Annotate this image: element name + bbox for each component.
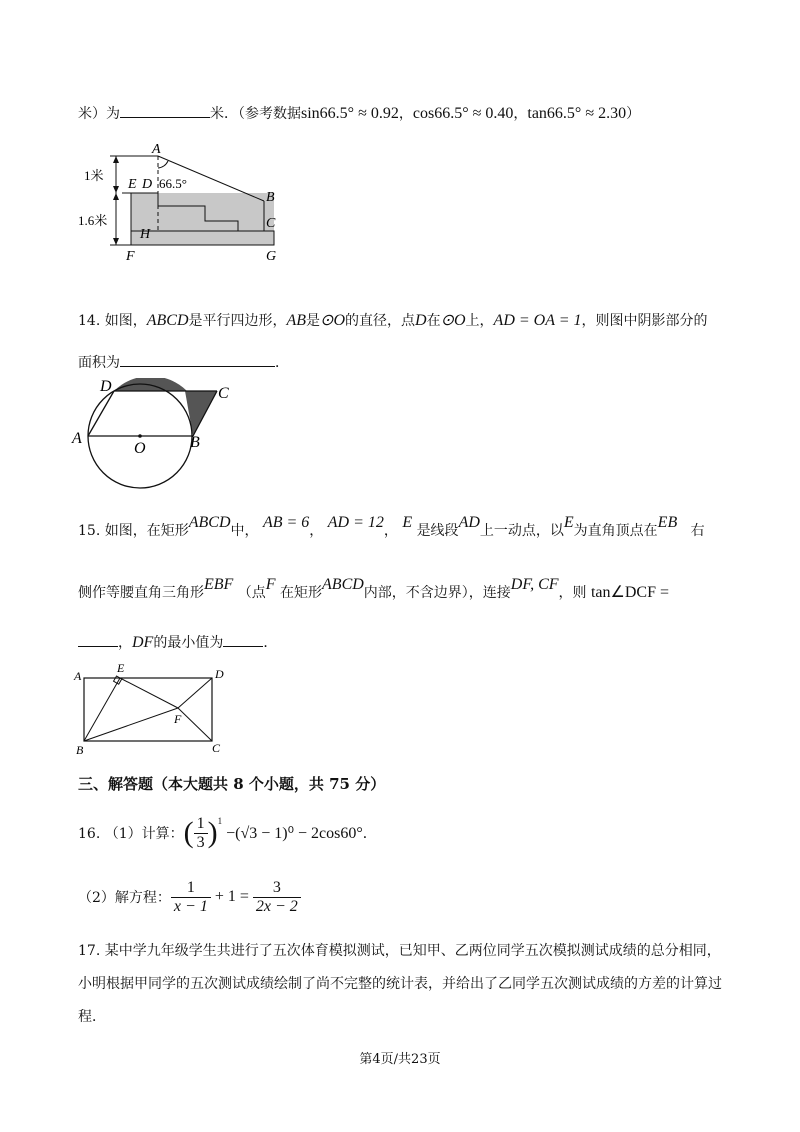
t: 中，	[230, 523, 259, 539]
t: 的直径，点	[345, 313, 416, 329]
t: ，	[309, 523, 324, 539]
m: E	[563, 514, 574, 531]
t: ，则	[558, 585, 587, 601]
label-1m: 1米	[84, 168, 104, 183]
label-1-6m: 1.6米	[78, 213, 108, 228]
q14-blank	[120, 352, 275, 367]
plus: + 1 =	[214, 888, 249, 905]
label-E: E	[128, 177, 137, 192]
m: AD = OA = 1	[493, 312, 582, 329]
t: ．	[263, 635, 278, 651]
label-A: A	[152, 142, 161, 157]
t: 为直角顶点在	[573, 523, 658, 539]
line-BE	[84, 678, 120, 741]
center-dot	[138, 434, 142, 438]
m: E	[402, 514, 413, 531]
q13-sin: sin66.5° ≈ 0.92	[301, 105, 399, 122]
q15-line1	[78, 514, 705, 540]
num: 1	[171, 879, 211, 898]
t: 的最小值为	[153, 635, 224, 651]
den: x − 1	[173, 897, 208, 915]
arrow	[113, 193, 119, 200]
t: 上一动点，以	[479, 523, 564, 539]
m: EBF	[204, 576, 234, 593]
label-D: D	[142, 177, 153, 192]
den: 3	[196, 833, 205, 851]
label-C: C	[266, 216, 276, 231]
line-DF	[178, 678, 212, 708]
section-heading: 三、解答题（本大题共 8 个小题，共 75 分）	[78, 775, 386, 793]
blank	[78, 632, 118, 647]
q13-tan: tan66.5° ≈ 2.30	[527, 105, 627, 122]
q13-prefix: 米）为	[78, 106, 120, 122]
t: 是	[306, 313, 321, 329]
m: ABCD	[322, 576, 364, 593]
m: AB = 6	[262, 514, 310, 531]
t: ．	[275, 355, 289, 371]
q17-line2: 小明根据甲同学的五次测试成绩绘制了尚不完整的统计表，并给出了乙同学五次测试成绩的方差的计算过	[78, 976, 722, 992]
exp: 1	[217, 816, 223, 826]
t: 15. 如图，在矩形	[78, 523, 189, 539]
t: 16. （1）计算：	[78, 826, 184, 842]
arrow	[113, 238, 119, 245]
t: ，	[118, 635, 132, 651]
m: AD	[458, 514, 480, 531]
q13-cos: cos66.5° ≈ 0.40	[412, 105, 514, 122]
label-F: F	[174, 712, 182, 726]
page-footer: 第4页/共23页	[359, 1052, 441, 1067]
q15-line3	[78, 632, 277, 652]
q13-line	[78, 103, 640, 123]
paren-left: (	[183, 816, 194, 849]
q14-line1	[78, 310, 708, 330]
line-BF	[84, 708, 178, 741]
q17-line1: 17. 某中学九年级学生共进行了五次体育模拟测试，已知甲、乙两位同学五次模拟测试成绩的总分相同，	[78, 943, 721, 959]
num: 3	[253, 879, 301, 898]
m: AB	[286, 312, 307, 329]
expr: −(√3 − 1)⁰ − 2cos60°	[226, 825, 363, 842]
q15-figure	[70, 660, 240, 760]
m: F	[265, 576, 276, 593]
line-AD	[88, 391, 114, 436]
label-B: B	[76, 743, 84, 757]
t: ，则图中阴影部分的	[581, 313, 708, 329]
m: DF	[132, 634, 154, 651]
sep: ，	[398, 106, 413, 122]
t: 上，	[465, 313, 494, 329]
q13-figure	[78, 138, 298, 268]
q14-figure	[70, 378, 240, 498]
m: ABCD	[146, 312, 189, 329]
num: 1	[194, 815, 208, 834]
label-D: D	[100, 378, 112, 395]
t: 内部，不含边界），连接	[363, 585, 511, 601]
q13-close: ）	[626, 106, 641, 122]
angle-arc	[158, 161, 168, 168]
label-A: A	[74, 669, 82, 683]
den: 2x − 2	[255, 897, 298, 915]
t: 面积为	[78, 355, 120, 371]
label-C: C	[212, 741, 221, 755]
blank	[223, 632, 263, 647]
base	[131, 231, 274, 245]
sep: ，	[513, 106, 528, 122]
m: DF, CF	[510, 576, 559, 593]
t: 在	[426, 313, 441, 329]
label-C: C	[218, 385, 229, 402]
arrow	[113, 156, 119, 163]
q14-num: 14. 如图，	[78, 313, 147, 329]
line-EF	[120, 678, 178, 708]
label-B: B	[266, 190, 275, 205]
shade-right	[185, 391, 217, 436]
t: 在矩形	[280, 585, 323, 601]
q15-line2	[78, 576, 670, 602]
label-F: F	[126, 249, 135, 264]
t: （点	[237, 585, 266, 601]
m: EB	[657, 514, 678, 531]
m: ⊙O	[320, 312, 346, 329]
m: ABCD	[188, 514, 231, 531]
t: ，	[383, 523, 398, 539]
q16-part1	[78, 808, 377, 858]
t: 侧作等腰直角三角形	[78, 585, 204, 601]
m: D	[415, 312, 427, 329]
paren-right: )	[207, 816, 218, 849]
arrow	[113, 186, 119, 193]
label-angle: 66.5°	[159, 176, 187, 191]
label-H: H	[140, 227, 151, 242]
line-CF	[178, 708, 212, 741]
t: 右	[690, 523, 705, 539]
label-B: B	[190, 434, 200, 451]
frac-1	[171, 879, 211, 916]
q16-part2	[78, 875, 301, 919]
frac-1-3	[194, 815, 208, 852]
rect-ABCD	[84, 678, 212, 741]
q14-line2	[78, 352, 289, 372]
q13-unit: 米．（参考数据	[210, 106, 301, 122]
label-O: O	[134, 440, 146, 457]
frac-2	[253, 879, 301, 916]
label-G: G	[266, 249, 277, 264]
t: 是线段	[416, 523, 459, 539]
label-A: A	[72, 430, 82, 447]
m: ⊙O	[440, 312, 466, 329]
q13-blank	[120, 103, 210, 118]
t: ．	[362, 826, 377, 842]
q17-line3: 程．	[78, 1009, 106, 1025]
label-E: E	[117, 661, 125, 675]
m: tan∠DCF =	[590, 584, 670, 601]
label-D: D	[215, 667, 224, 681]
t: 是平行四边形，	[188, 313, 287, 329]
t: （2）解方程：	[78, 890, 171, 906]
m: AD = 12	[327, 514, 384, 531]
